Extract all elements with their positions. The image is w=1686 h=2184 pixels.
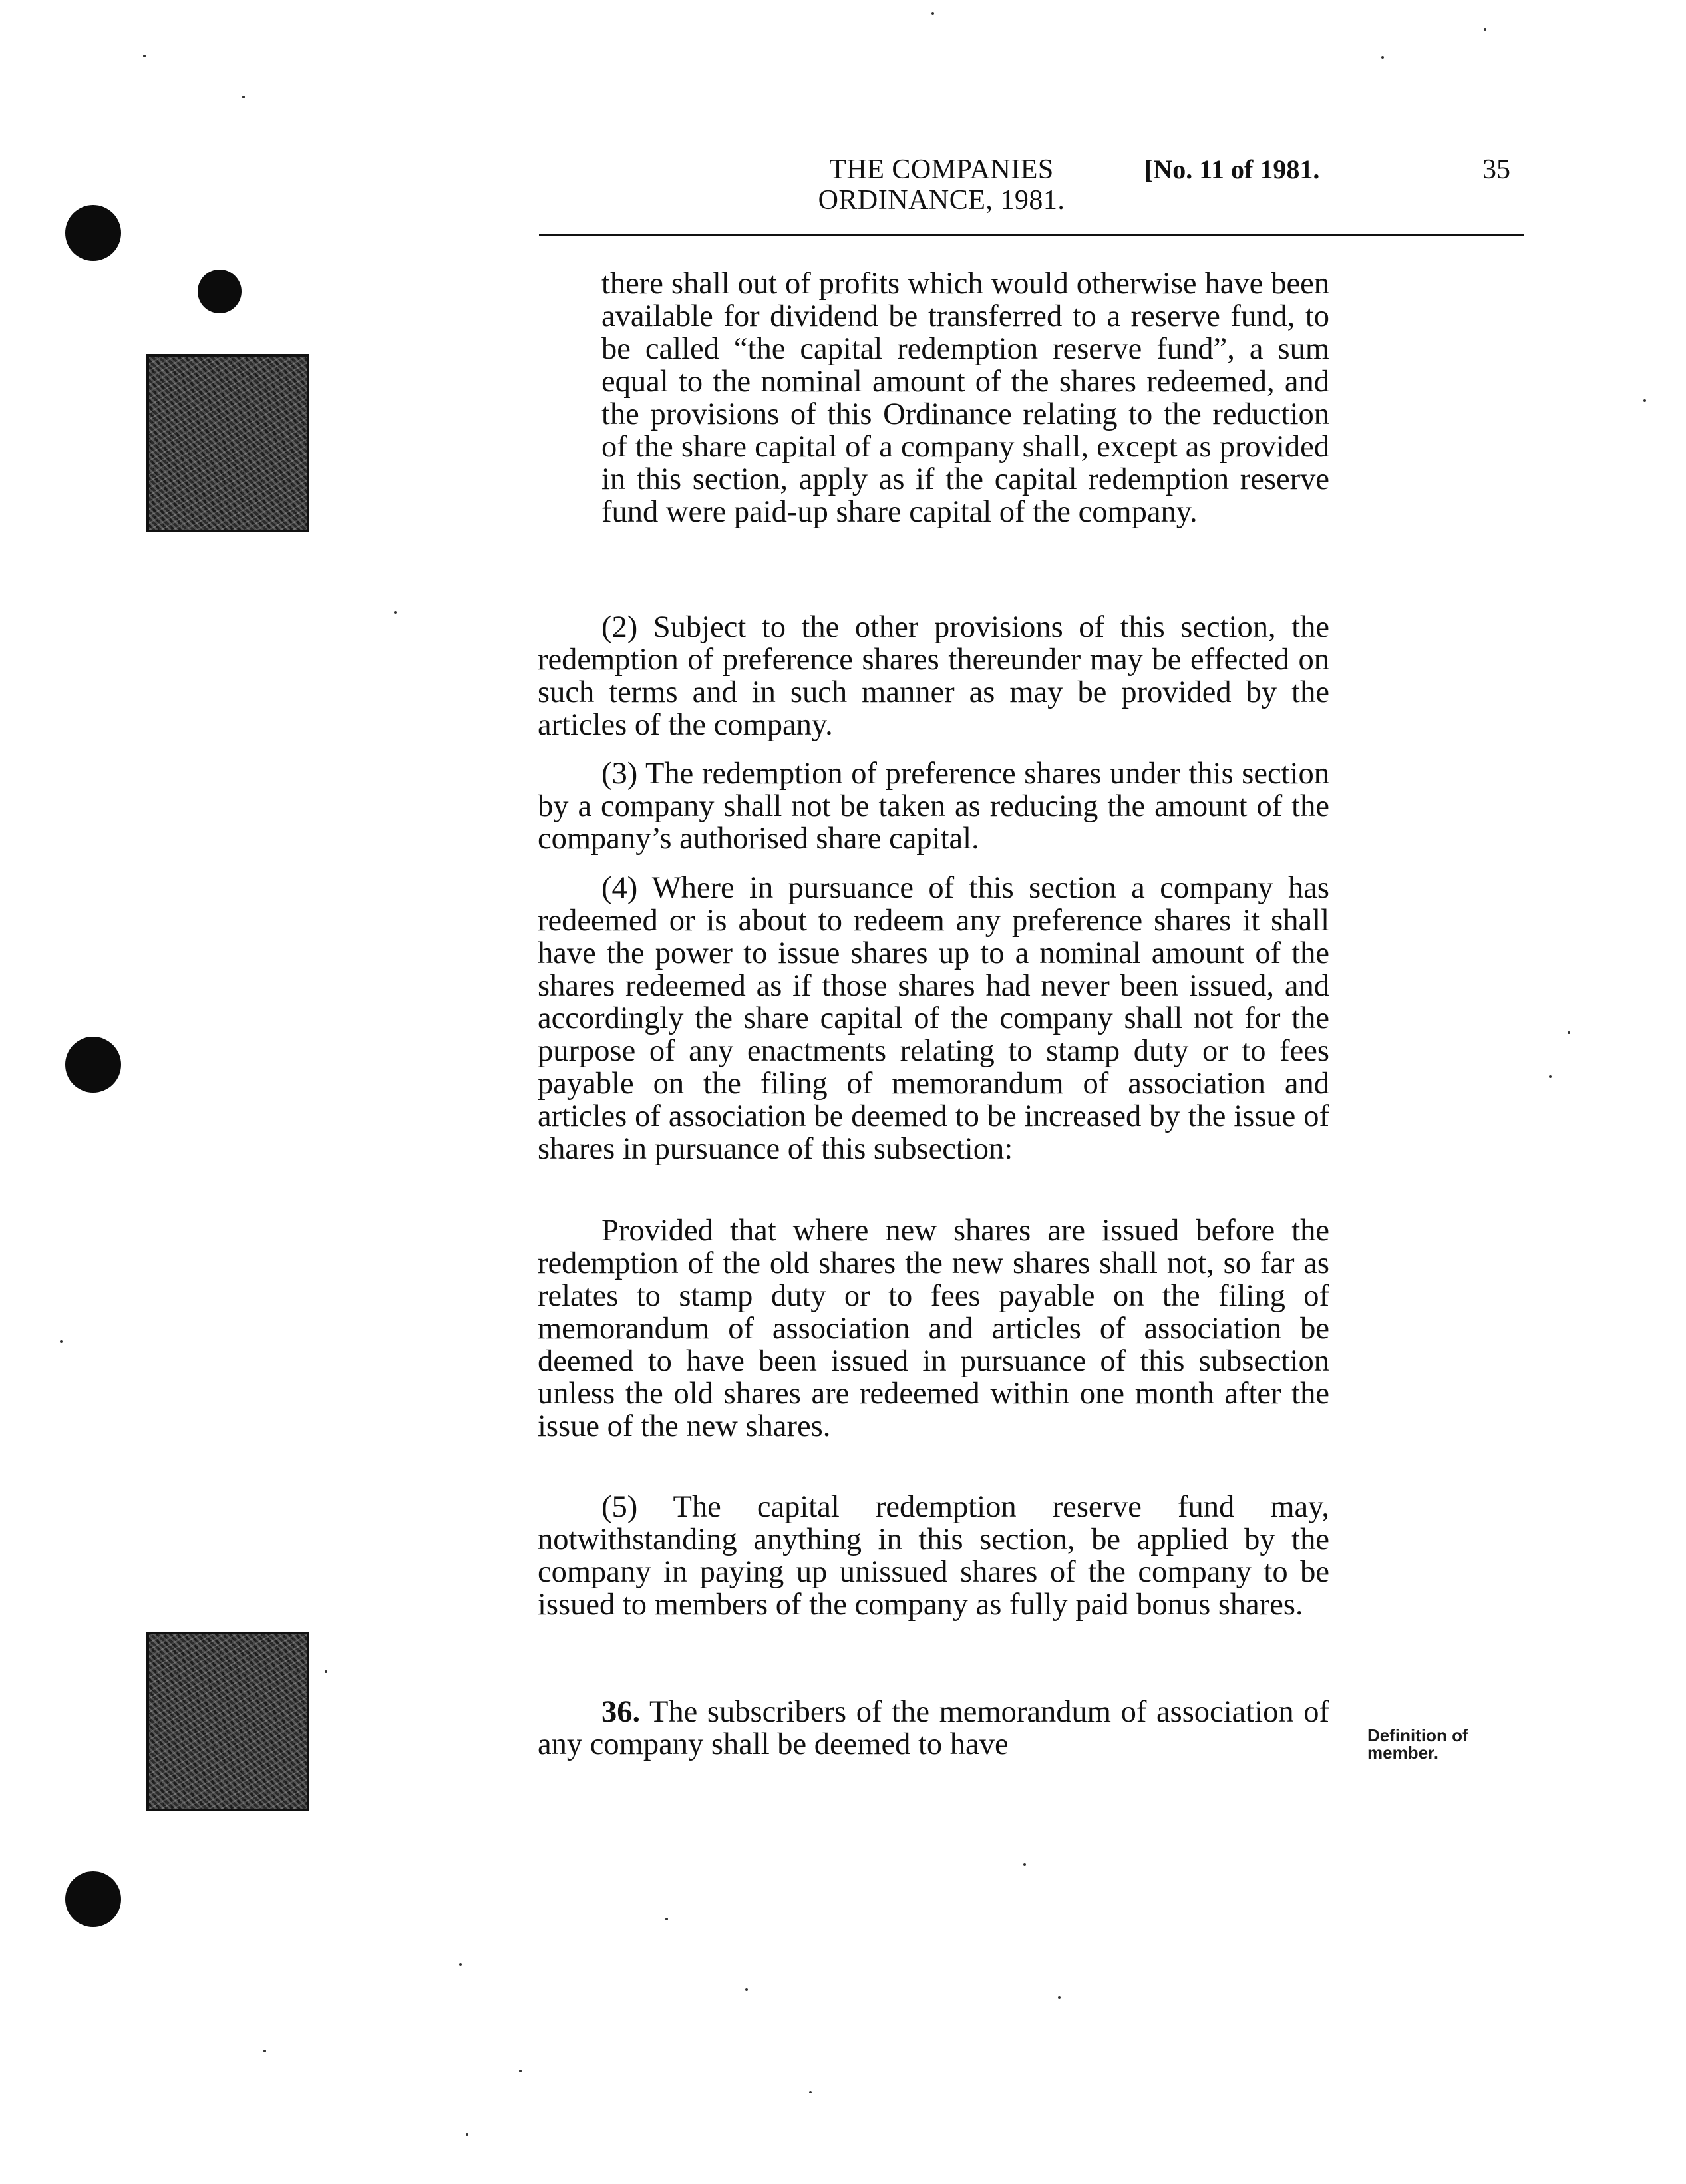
scan-speck (1381, 56, 1384, 59)
scan-speck (931, 12, 934, 15)
margin-note (1367, 1727, 1527, 1761)
scan-speck (143, 55, 146, 57)
scan-speck (60, 1340, 63, 1343)
subsection-5: (5) The capital redemption reserve fund may, notwithstanding anything in this section, be applied by the company in paying up unissued shares of the company to be issued to members of the company as fully paid bonus shares. (538, 1490, 1329, 1622)
continuation-paragraph: there shall out of profits which would otherwise have been available for dividend be transferred to a reserve fund, to be called “the capital redemption reserve fund”, a sum equal to the nominal amount of the shares redeemed, and the provisions of this Ordinance relating to the reduction of the share capital of a company shall, except as provided in this section, apply as if the capital redemption reserve fund were paid-up share capital of the company. (601, 267, 1329, 529)
scan-speck (1643, 399, 1646, 402)
scan-speck (459, 1963, 462, 1966)
scan-speck (519, 2070, 522, 2072)
scan-speck (1058, 1996, 1061, 1999)
scan-speck (1484, 28, 1486, 31)
scan-speck (809, 2091, 812, 2093)
subsection-3: (3) The redemption of preference shares under this section by a company shall not be taken as reducing the amount of the company’s authorised share capital. (538, 757, 1329, 856)
page-number: 35 (1482, 154, 1510, 185)
punch-hole-upper (198, 270, 242, 313)
scan-speck (1023, 1863, 1026, 1866)
scan-stamp-lower (146, 1632, 309, 1811)
punch-hole-middle (65, 1037, 121, 1093)
page-header-title (785, 154, 1098, 216)
header-divider (539, 234, 1524, 236)
section-36-text: The subscribers of the memorandum of association of any company shall be deemed to have (538, 1695, 1329, 1761)
subsection-4: (4) Where in pursuance of this section a company has redeemed or is about to redeem any preference shares it shall have the power to issue shares up to a nominal amount of the shares redeemed as if those shares had never been issued, and accordingly the share capital of the company shall not for the purpose of any enactments relating to stamp duty or to fees payable on the filing of memorandum of association and articles of association be deemed to be increased by the issue of shares in pursuance of this subsection: (538, 871, 1329, 1166)
scan-speck (745, 1988, 748, 1991)
scan-speck (325, 1670, 327, 1673)
scan-speck (394, 611, 397, 614)
punch-hole-top (65, 205, 121, 261)
scan-stamp-upper (146, 354, 309, 532)
subsection-2: (2) Subject to the other provisions of this section, the redemption of preference shares thereunder may be effected on such terms and in such manner as may be provided by the articles of the company. (538, 610, 1329, 742)
section-36-number: 36. (601, 1695, 641, 1729)
scan-speck (466, 2133, 468, 2136)
margin-note-line1: Definition of (1367, 1726, 1468, 1745)
header-title-line1: THE COMPANIES (829, 154, 1054, 185)
proviso-paragraph: Provided that where new shares are issued before the redemption of the old shares the new shares shall not, so far as relates to stamp duty or to fees payable on the filing of memorandum of association and articles of association be deemed to have been issued in pursuance of this subsection unless the old shares are redeemed within one month after the issue of the new shares. (538, 1214, 1329, 1443)
scan-speck (263, 2050, 266, 2052)
scan-speck (242, 96, 245, 98)
scan-speck (1568, 1031, 1570, 1034)
margin-note-line2: member. (1367, 1743, 1438, 1763)
scan-speck (665, 1918, 668, 1920)
section-36 (538, 1696, 1329, 1761)
scan-speck (1549, 1075, 1552, 1078)
punch-hole-bottom (65, 1871, 121, 1927)
header-title-line2: ORDINANCE, 1981. (818, 185, 1065, 216)
header-reference: [No. 11 of 1981. (1144, 154, 1320, 184)
